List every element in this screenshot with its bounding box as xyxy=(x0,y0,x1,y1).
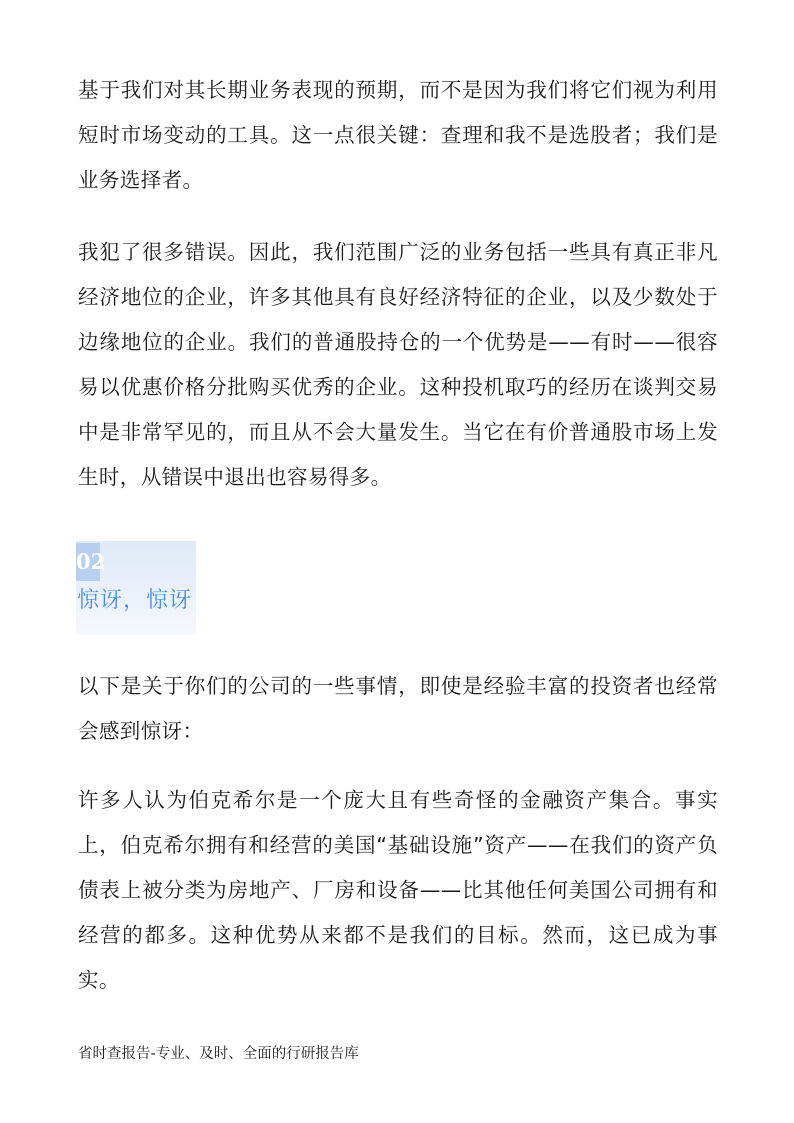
section-header xyxy=(76,541,196,635)
body-paragraph-3: 以下是关于你们的公司的一些事情，即使是经验丰富的投资者也经常会感到惊讶： xyxy=(78,674,718,743)
body-paragraph-2: 我犯了很多错误。因此，我们范围广泛的业务包括一些具有真正非凡经济地位的企业，许多其他具有良好经济特征的企业，以及少数处于边缘地位的企业。我们的普通股持仓的一个优势是——有时——很容易以优惠价格分批购买优秀的企业。这种投机取巧的经历在谈判交易中是非常罕见的，而且从不会大量发生。当它在有价普通股市场上发生时，从错误中退出也容易得多。 xyxy=(78,240,718,489)
body-paragraph-1: 基于我们对其长期业务表现的预期，而不是因为我们将它们视为利用短时市场变动的工具。这一点很关键：查理和我不是选股者；我们是业务选择者。 xyxy=(78,78,718,192)
section-title: 惊讶，惊讶 xyxy=(77,588,193,613)
section-number: 02 xyxy=(76,543,100,581)
page-footer: 省时查报告-专业、及时、全面的行研报告库 xyxy=(78,1046,359,1062)
body-paragraph-4: 许多人认为伯克希尔是一个庞大且有些奇怪的金融资产集合。事实上，伯克希尔拥有和经营的美国“基础设施”资产——在我们的资产负债表上被分类为房地产、厂房和设备——比其他任何美国公司拥有和经营的都多。这种优势从来都不是我们的目标。然而，这已成为事实。 xyxy=(78,788,718,992)
